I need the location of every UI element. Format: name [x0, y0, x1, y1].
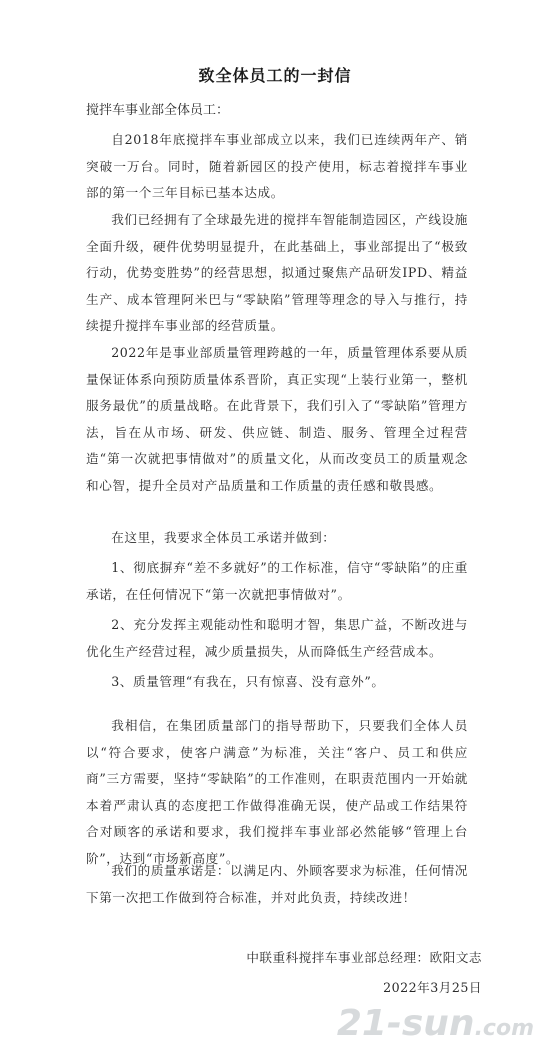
letter-greeting: 搅拌车事业部全体员工：	[86, 103, 230, 118]
paragraph-4: 在这里，我要求全体员工承诺并做到：	[111, 530, 336, 545]
paragraph-2: 我们已经拥有了全球最先进的搅拌车智能制造园区，产线设施全面升级，硬件优势明显提升，在此基础上，事业部提出了“极致行动，优势变胜势”的经营思想，拟通过聚焦产品研发IPD、精益生产、成本管理阿米巴与“零缺陷”管理等理念的导入与推行，持续提升搅拌车事业部的经营质量。	[86, 212, 468, 334]
signature: 中联重科搅拌车事业部总经理：欧阳文志	[246, 950, 482, 965]
watermark-logo	[337, 1003, 534, 1044]
letter-date: 2022年3月25日	[383, 980, 482, 995]
paragraph-1: 自2018年底搅拌车事业部成立以来，我们已连续两年产、销突破一万台。同时，随着新园区的投产使用，标志着搅拌车事业部的第一个三年目标已基本达成。	[86, 132, 468, 201]
paragraph-3: 2022年是事业部质量管理跨越的一年，质量管理体系要从质量保证体系向预防质量体系晋阶，真正实现“上装行业第一，整机服务最优”的质量战略。在此背景下，我们引入了“零缺陷”管理方法，旨在从市场、研发、供应链、制造、服务、管理全过程营造“第一次就把事情做对”的质量文化，从而改变员工的质量观念和心智，提升全员对产品质量和工作质量的责任感和敬畏感。	[86, 345, 468, 493]
watermark-text: 21-sun	[336, 1003, 475, 1044]
paragraph-5: 我相信，在集团质量部门的指导帮助下，只要我们全体人员以“符合要求，使客户满意”为标准，关注“客户、员工和供应商”三方需要，坚持“零缺陷”的工作准则，在职责范围内一开始就本着严肃认真的态度把工作做得准确无误，使产品或工作结果符合对顾客的承诺和要求，我们搅拌车事业部必然能够“管理上台阶”，达到“市场新高度”。	[86, 718, 468, 866]
paragraph-6: 我们的质量承诺是：以满足内、外顾客要求为标准，任何情况下第一次把工作做到符合标准，并对此负责，持续改进！	[86, 863, 468, 905]
watermark-suffix: .com	[474, 1016, 534, 1041]
letter-title: 致全体员工的一封信	[198, 66, 352, 85]
commitment-item-3: 3、质量管理“有我在，只有惊喜、没有意外”。	[111, 674, 385, 689]
commitment-item-1: 1、彻底摒弃“差不多就好”的工作标准，信守“零缺陷”的庄重承诺，在任何情况下“第一次就把事情做对”。	[86, 560, 468, 602]
commitment-item-2: 2、充分发挥主观能动性和聪明才智，集思广益，不断改进与优化生产经营过程，减少质量损失，从而降低生产经营成本。	[86, 617, 468, 659]
